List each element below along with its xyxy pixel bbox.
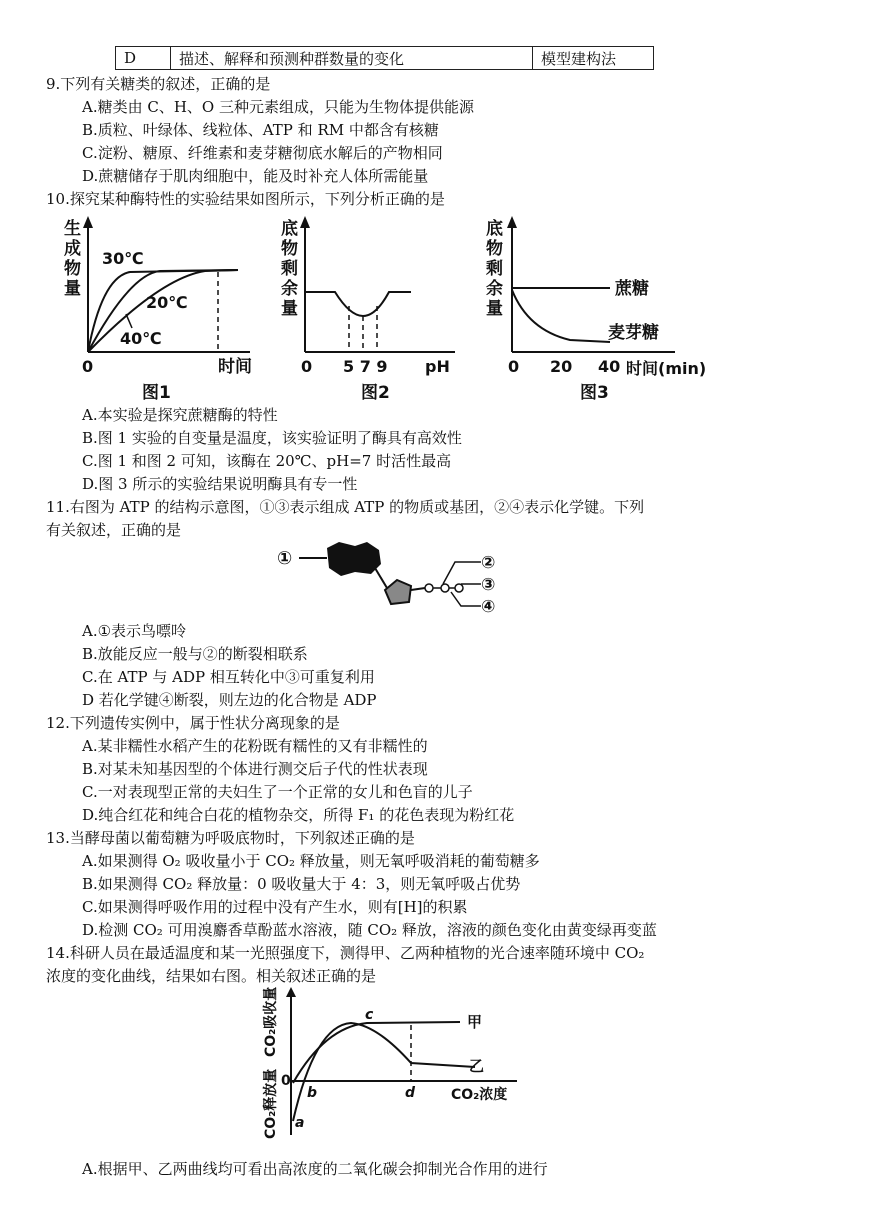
fig3-tick: 0 — [508, 357, 520, 376]
fig2-caption: 图2 — [361, 383, 390, 403]
fig2-ticks: 5 7 9 — [343, 357, 388, 376]
fig3-ylabel: 物 — [486, 239, 503, 259]
question-12-stem: 12.下列遗传实例中，属于性状分离现象的是 — [46, 714, 340, 732]
fig3-tick: 20 — [550, 357, 573, 376]
point-a: a — [295, 1115, 305, 1131]
q12-option-d: D.纯合红花和纯合白花的植物杂交，所得 F₁ 的花色表现为粉红花 — [82, 806, 515, 824]
y-axis-up-label: CO₂吸收量 — [263, 986, 279, 1057]
fig3-xlabel: 时间(min) — [626, 359, 707, 378]
label-30c: 30℃ — [102, 249, 144, 268]
q9-option-b: B.质粒、叶绿体、线粒体、ATP 和 RM 中都含有核糖 — [82, 121, 439, 139]
atp-label-2: ② — [481, 553, 496, 573]
q9-option-a: A.糖类由 C、H、O 三种元素组成，只能为生物体提供能源 — [82, 98, 474, 116]
label-20c: 20℃ — [146, 293, 188, 312]
fig1-origin: 0 — [82, 357, 94, 376]
q12-option-a: A.某非糯性水稻产生的花粉既有糯性的又有非糯性的 — [82, 737, 428, 755]
question-11-stem-cont: 有关叙述，正确的是 — [46, 521, 182, 539]
fig2-ylabel: 余 — [281, 279, 298, 299]
point-d: d — [405, 1085, 416, 1101]
fig3-ylabel: 量 — [486, 299, 503, 319]
q12-option-b: B.对某未知基因型的个体进行测交后子代的性状表现 — [82, 760, 428, 778]
enzyme-figure-3 — [480, 212, 725, 407]
photosynthesis-co2-graph — [255, 985, 535, 1145]
fig3-label-sucrose: 蔗糖 — [615, 279, 649, 299]
x-axis-label: CO₂浓度 — [451, 1087, 508, 1103]
point-c: c — [365, 1007, 374, 1023]
q9-option-d: D.蔗糖储存于肌肉细胞中，能及时补充人体所需能量 — [82, 167, 429, 185]
q14-option-a: A.根据甲、乙两曲线均可看出高浓度的二氧化碳会抑制光合作用的进行 — [82, 1160, 548, 1178]
q11-option-b: B.放能反应一般与②的断裂相联系 — [82, 645, 308, 663]
label-jia: 甲 — [467, 1013, 483, 1031]
fig2-origin: 0 — [301, 357, 313, 376]
q11-option-c: C.在 ATP 与 ADP 相互转化中③可重复利用 — [82, 668, 375, 686]
fig1-caption: 图1 — [142, 383, 171, 403]
question-9-stem: 9.下列有关糖类的叙述，正确的是 — [46, 75, 271, 93]
classification-table — [115, 46, 654, 70]
q13-option-c: C.如果测得呼吸作用的过程中没有产生水，则有[H]的积累 — [82, 898, 468, 916]
question-13-stem: 13.当酵母菌以葡萄糖为呼吸底物时，下列叙述正确的是 — [46, 829, 415, 847]
point-b: b — [307, 1085, 318, 1101]
adenine-base-shape — [327, 542, 381, 576]
label-yi: 乙 — [469, 1057, 485, 1075]
fig3-ylabel: 余 — [486, 279, 503, 299]
fig1-xlabel: 时间 — [218, 357, 252, 377]
q10-option-c: C.图 1 和图 2 可知，该酶在 20℃、pH=7 时活性最高 — [82, 452, 452, 470]
fig3-caption: 图3 — [580, 383, 609, 403]
ribose-pentagon — [385, 580, 411, 604]
atp-label-4: ④ — [481, 597, 496, 617]
table-cell: 模型建构法 — [533, 47, 654, 70]
fig2-ylabel: 底 — [281, 219, 298, 239]
fig3-ylabel: 剩 — [486, 259, 503, 279]
fig3-tick: 40 — [598, 357, 621, 376]
q9-option-c: C.淀粉、糖原、纤维素和麦芽糖彻底水解后的产物相同 — [82, 144, 443, 162]
graph-origin: 0 — [281, 1073, 291, 1089]
maltose-curve — [512, 290, 610, 342]
atp-structure-diagram — [275, 538, 505, 618]
table-row — [116, 47, 654, 70]
question-10-stem: 10.探究某种酶特性的实验结果如图所示，下列分析正确的是 — [46, 190, 445, 208]
fig2-xlabel: pH — [425, 357, 450, 376]
q10-option-b: B.图 1 实验的自变量是温度，该实验证明了酶具有高效性 — [82, 429, 462, 447]
atp-label-1: ① — [277, 548, 293, 569]
fig3-label-maltose: 麦芽糖 — [608, 323, 659, 343]
question-14-stem: 14.科研人员在最适温度和某一光照强度下，测得甲、乙两种植物的光合速率随环境中 CO₂ — [46, 944, 645, 962]
q13-option-d: D.检测 CO₂ 可用溴麝香草酚蓝水溶液，随 CO₂ 释放，溶液的颜色变化由黄变绿再变蓝 — [82, 921, 657, 939]
q10-option-a: A.本实验是探究蔗糖酶的特性 — [82, 406, 278, 424]
enzyme-figure-1 — [50, 212, 265, 407]
fig1-ylabel: 生 — [64, 219, 81, 239]
question-11-stem: 11.右图为 ATP 的结构示意图，①③表示组成 ATP 的物质或基团，②④表示化学键。下列 — [46, 498, 645, 516]
q13-option-a: A.如果测得 O₂ 吸收量小于 CO₂ 释放量，则无氧呼吸消耗的葡萄糖多 — [82, 852, 540, 870]
curve-jia — [293, 1022, 460, 1083]
table-cell: D — [116, 47, 171, 70]
q10-option-d: D.图 3 所示的实验结果说明酶具有专一性 — [82, 475, 358, 493]
y-axis-down-label: CO₂释放量 — [263, 1068, 279, 1139]
fig1-ylabel: 物 — [64, 259, 81, 279]
fig2-ylabel: 物 — [281, 239, 298, 259]
q13-option-b: B.如果测得 CO₂ 释放量：0 吸收量大于 4：3，则无氧呼吸占优势 — [82, 875, 521, 893]
atp-label-3: ③ — [481, 575, 496, 595]
q11-option-d: D 若化学键④断裂，则左边的化合物是 ADP — [82, 691, 377, 709]
question-14-stem-cont: 浓度的变化曲线，结果如右图。相关叙述正确的是 — [46, 967, 377, 985]
q12-option-c: C.一对表现型正常的夫妇生了一个正常的女儿和色盲的儿子 — [82, 783, 473, 801]
enzyme-figure-2 — [275, 212, 475, 407]
fig2-ylabel: 剩 — [281, 259, 298, 279]
label-40c: 40℃ — [120, 329, 162, 348]
ph-curve — [305, 292, 411, 316]
q11-option-a: A.①表示鸟嘌呤 — [82, 622, 187, 640]
fig2-ylabel: 量 — [281, 299, 298, 319]
curve-yi — [293, 1023, 475, 1121]
fig1-ylabel: 成 — [64, 239, 81, 259]
table-cell: 描述、解释和预测种群数量的变化 — [171, 47, 533, 70]
fig1-ylabel: 量 — [64, 279, 81, 299]
fig3-ylabel: 底 — [486, 219, 503, 239]
